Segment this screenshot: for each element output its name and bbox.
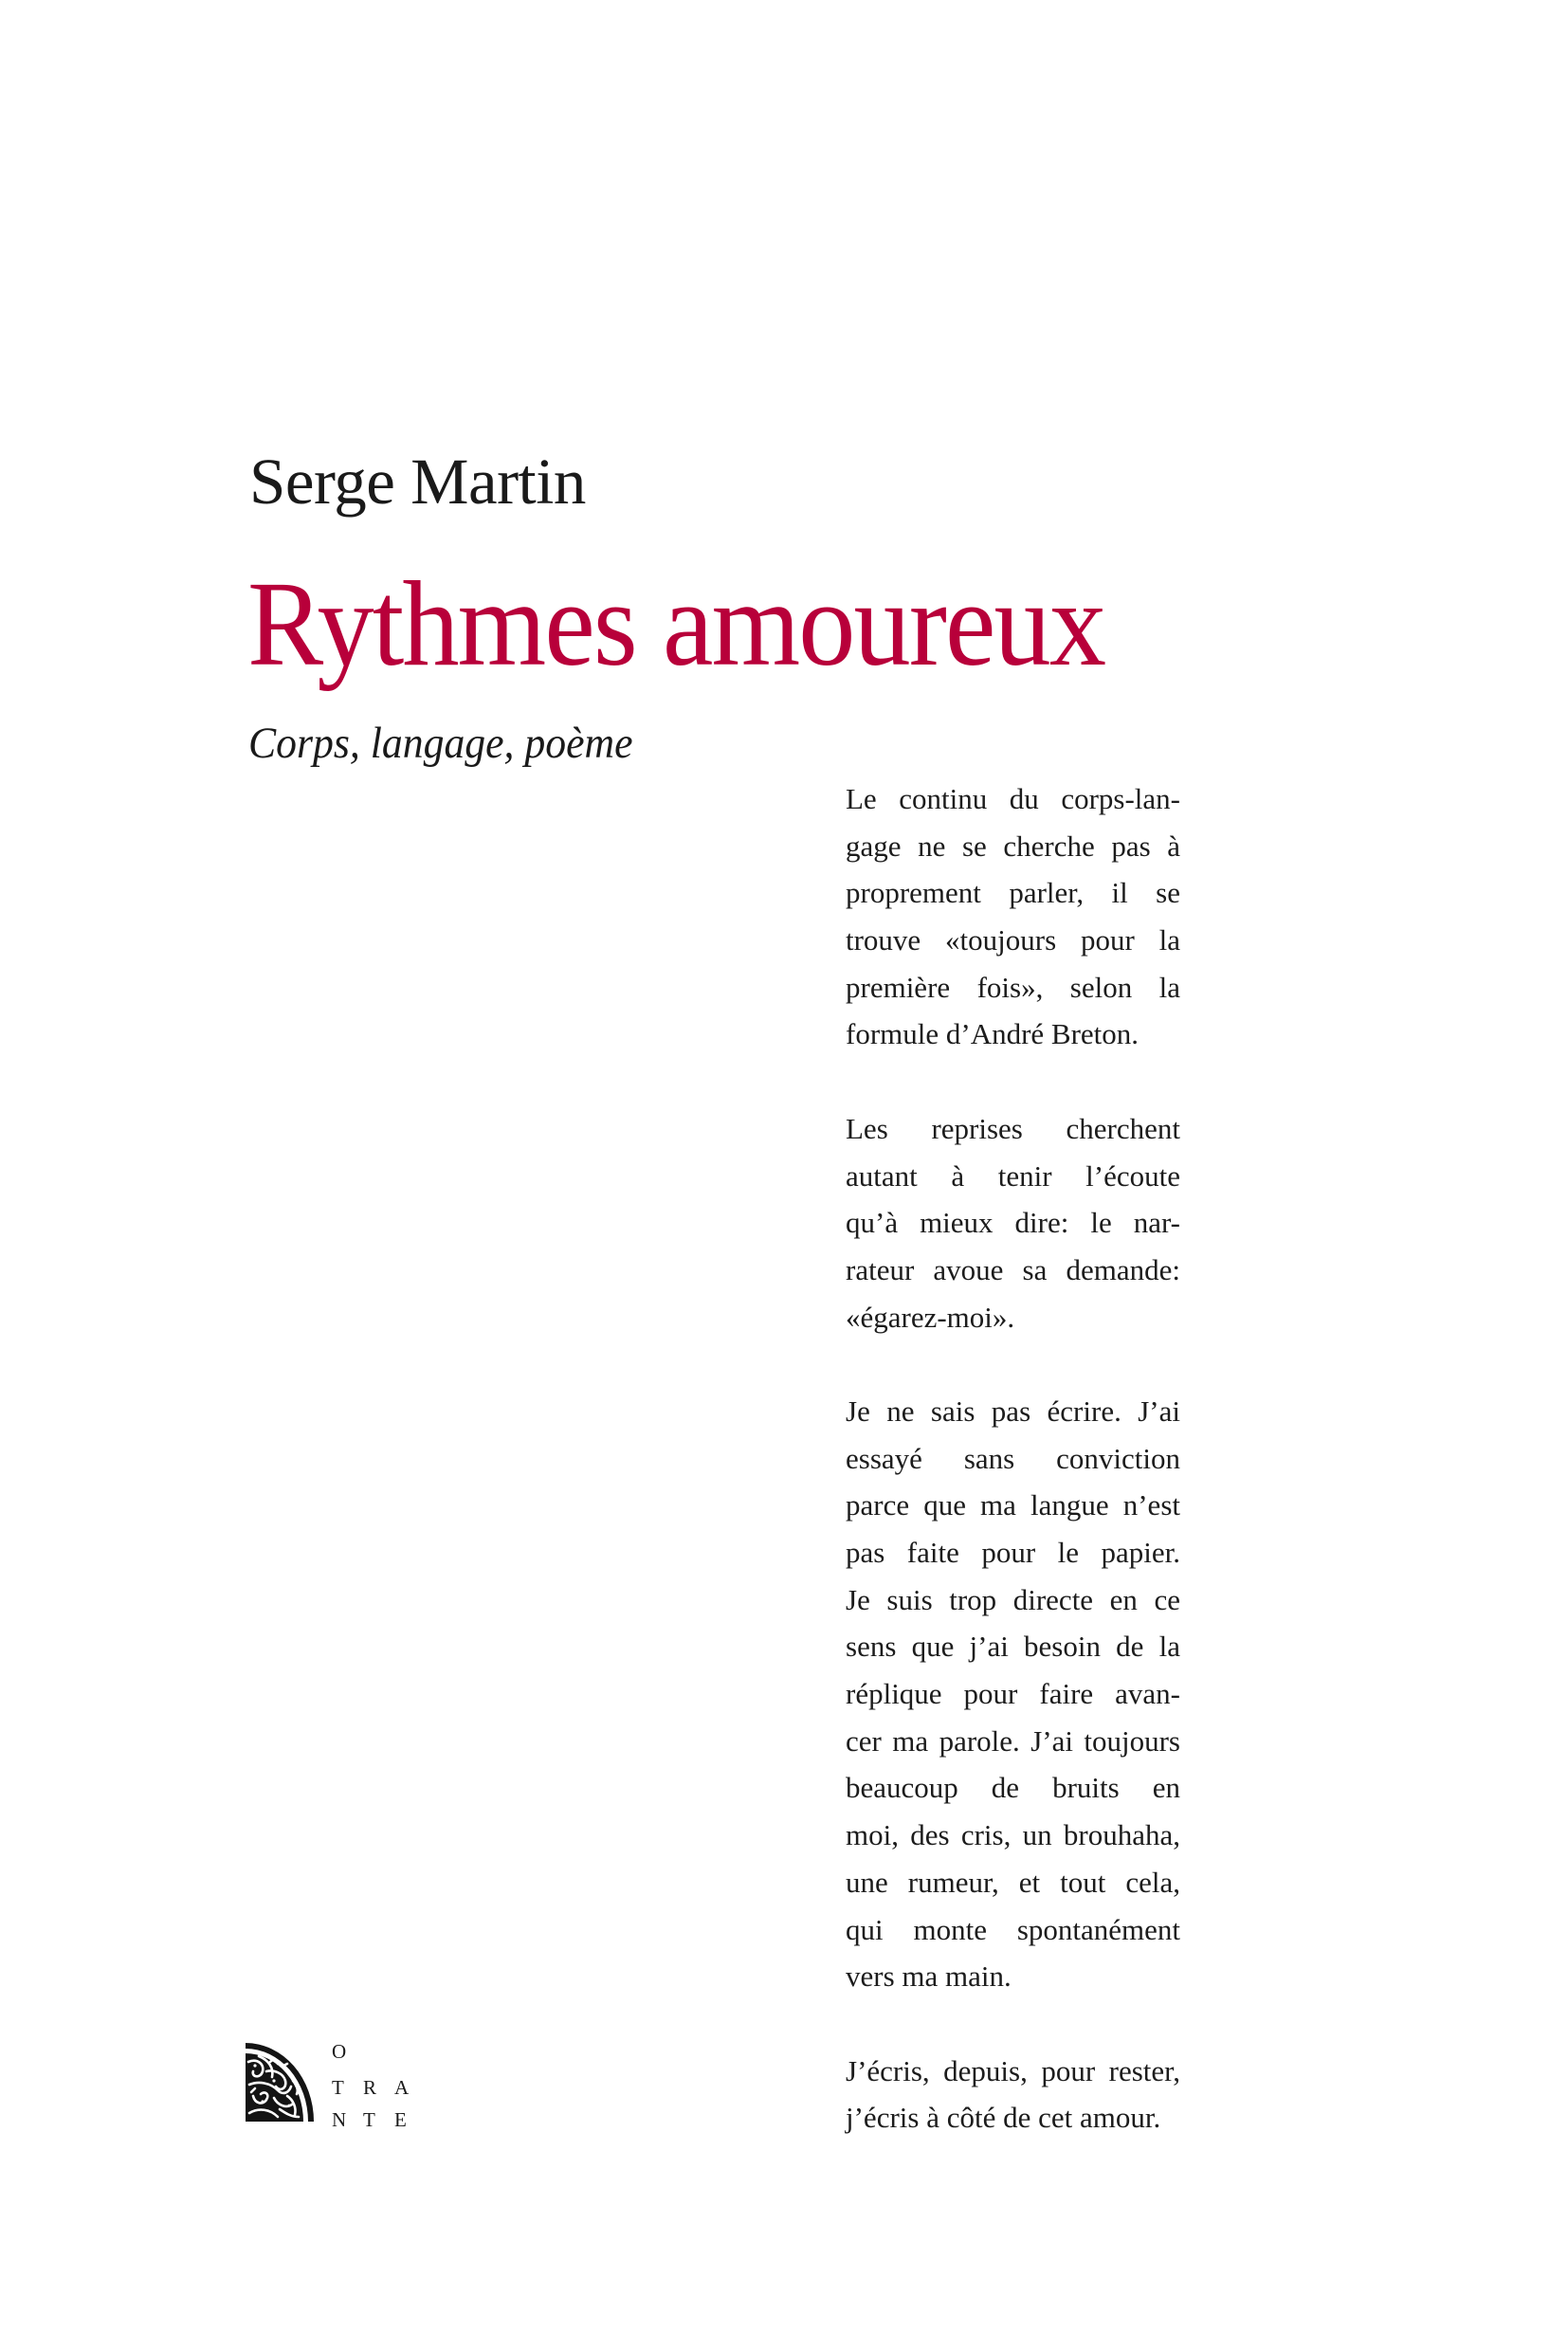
blurb-line: essayé sans conviction: [846, 1441, 1180, 1475]
blurb-line: autant à tenir l’écoute: [846, 1158, 1180, 1193]
blurb-line: formule d’André Breton.: [846, 1017, 1140, 1051]
blurb-line: sens que j’ai besoin de la: [846, 1630, 1180, 1664]
blurb-line: réplique pour faire avan-: [846, 1677, 1180, 1711]
publisher-logo: [246, 2038, 435, 2133]
paragraph-gap: [846, 2000, 1180, 2048]
blurb-line: Le continu du corps-lan-: [846, 782, 1180, 815]
blurb-line: J’écris, depuis, pour rester,: [846, 2053, 1180, 2087]
blurb-line: vers ma main.: [846, 1959, 1012, 1994]
blurb-line: beaucoup de bruits en: [846, 1771, 1180, 1805]
blurb-line: cer ma parole. J’ai toujours: [846, 1723, 1180, 1758]
blurb-line: parce que ma langue n’est: [846, 1488, 1180, 1522]
blurb-line: moi, des cris, un brouhaha,: [846, 1818, 1180, 1852]
blurb-line: qu’à mieux dire: le nar-: [846, 1206, 1180, 1240]
publisher-row-1: O: [332, 2040, 347, 2063]
book-subtitle: Corps, langage, poème: [248, 719, 633, 768]
blurb-line: «égarez-moi».: [846, 1300, 1015, 1334]
blurb-line: première fois», selon la: [846, 970, 1180, 1004]
blurb-line: qui monte spontanément: [846, 1912, 1180, 1946]
publisher-row-2: T R A: [332, 2076, 410, 2099]
ornamental-quarter-circle-icon: [246, 2043, 314, 2122]
blurb-line: proprement parler, il se: [846, 876, 1180, 910]
blurb-line: trouve «toujours pour la: [846, 923, 1180, 957]
blurb-line: rateur avoue sa demande:: [846, 1252, 1180, 1286]
back-text-column: [846, 775, 1180, 2141]
blurb-line: Je ne sais pas écrire. J’ai: [846, 1394, 1180, 1428]
paragraph-gap: [846, 1058, 1180, 1105]
blurb-line: Je suis trop directe en ce: [846, 1582, 1180, 1616]
author-name: Serge Martin: [249, 446, 586, 518]
blurb-line: j’écris à côté de cet amour.: [846, 2101, 1161, 2135]
book-title: Rythmes amoureux: [247, 556, 1105, 691]
blurb-line: une rumeur, et tout cela,: [846, 1865, 1180, 1899]
blurb-line: Les reprises cherchent: [846, 1111, 1180, 1145]
blurb-line: pas faite pour le papier.: [846, 1536, 1180, 1569]
publisher-row-3: N T E: [332, 2108, 407, 2131]
blurb-line: gage ne se cherche pas à: [846, 829, 1180, 863]
paragraph-gap: [846, 1340, 1180, 1388]
